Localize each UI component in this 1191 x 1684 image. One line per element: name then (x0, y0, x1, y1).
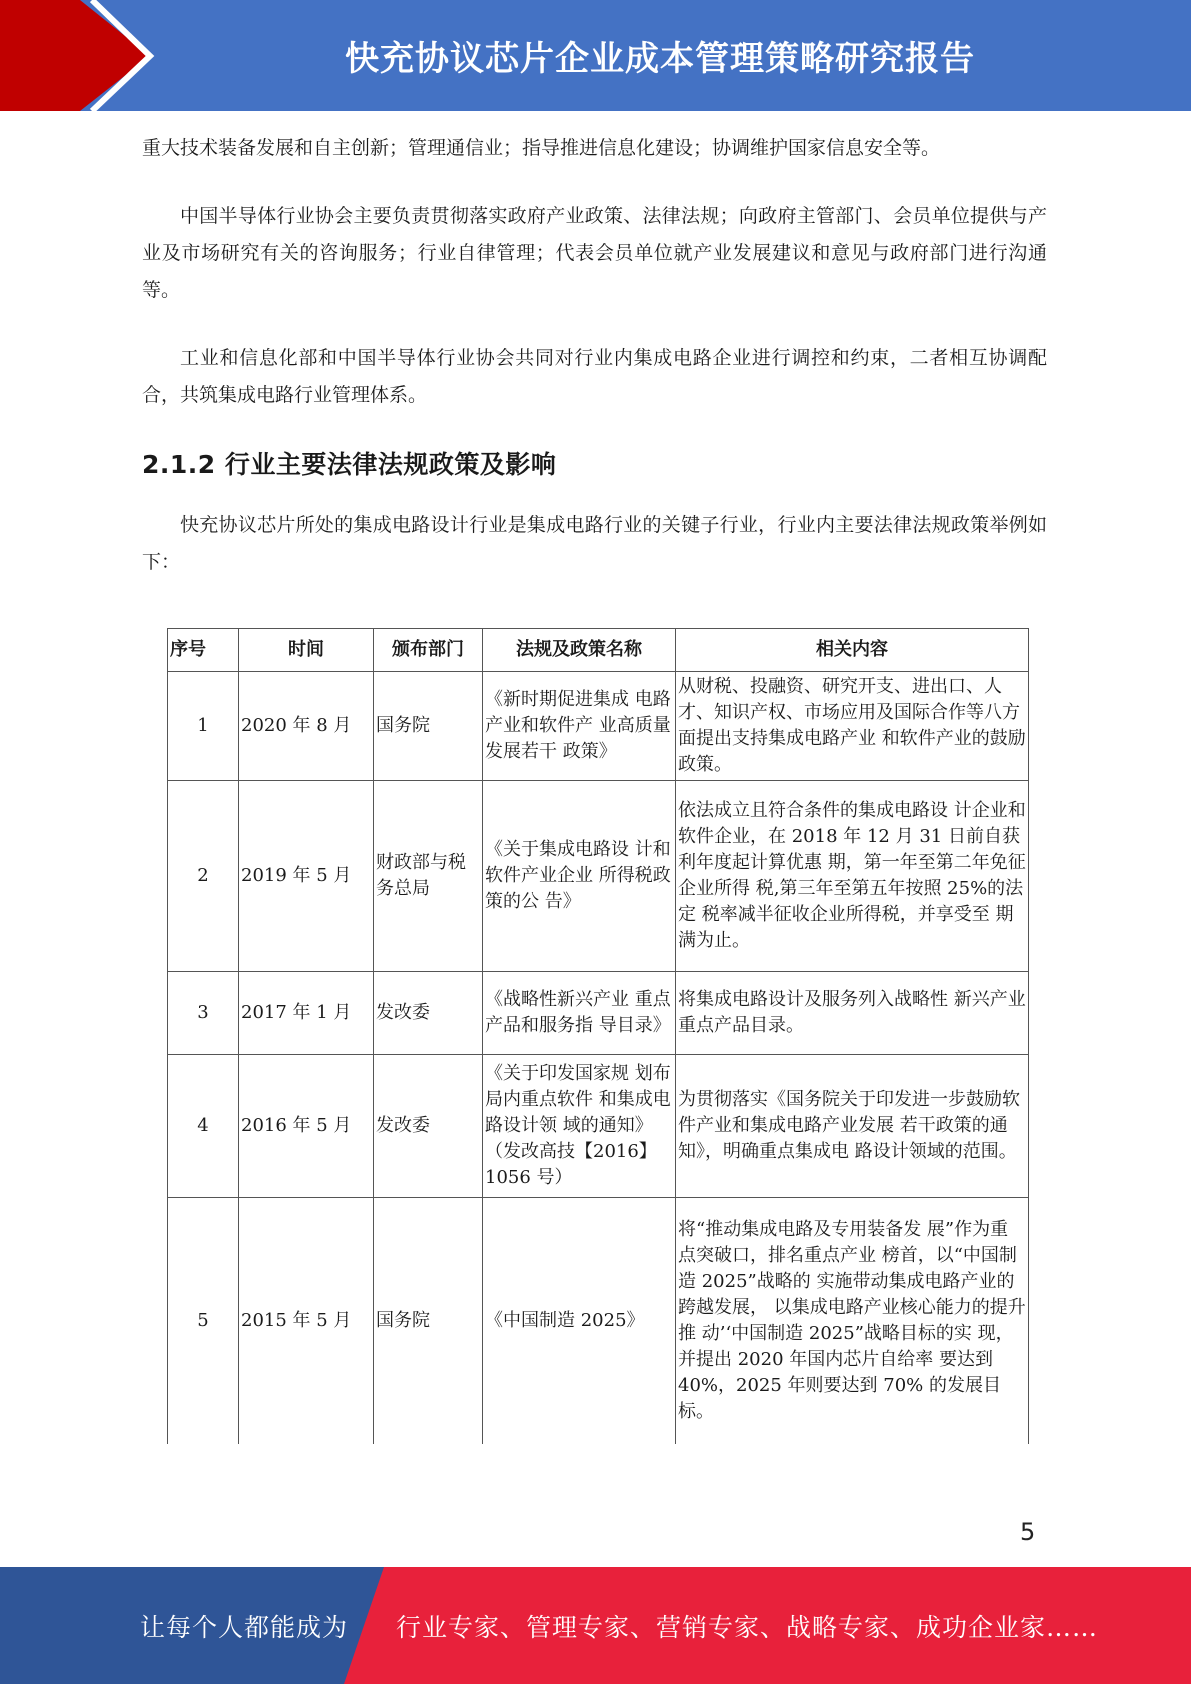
header-date: 时间 (239, 629, 374, 672)
table-row (168, 672, 1029, 781)
page-footer (0, 1567, 1191, 1684)
header-red-chevron (0, 0, 150, 111)
cell-date: 2019 年 5 月 (239, 781, 374, 972)
cell-date: 2017 年 1 月 (239, 972, 374, 1055)
cell-index: 4 (168, 1055, 239, 1198)
cell-date: 2020 年 8 月 (239, 672, 374, 781)
cell-department: 国务院 (374, 1198, 483, 1445)
header-policy-name: 法规及政策名称 (483, 629, 676, 672)
cell-policy-name: 《战略性新兴产业 重点产品和服务指 导目录》 (483, 972, 676, 1055)
cell-content: 将集成电路设计及服务列入战略性 新兴产业重点产品目录。 (676, 972, 1029, 1055)
header-content: 相关内容 (676, 629, 1029, 672)
cell-content: 将“推动集成电路及专用装备发 展”作为重点突破口，排名重点产业 榜首，以“中国制造 2025”战略的 实施带动集成电路产业的跨越发展， 以集成电路产业核心能力的提升推 动’‘中国制造 2025”战略目标的实 现，并提出 2020 年国内芯片自给率 要达到 40%，2025 年则要达到 70% 的发展目标。 (676, 1198, 1029, 1445)
cell-index: 1 (168, 672, 239, 781)
policy-table-wrapper (167, 628, 1029, 1444)
cell-date: 2016 年 5 月 (239, 1055, 374, 1198)
cell-policy-name: 《中国制造 2025》 (483, 1198, 676, 1445)
paragraph-3: 工业和信息化部和中国半导体行业协会共同对行业内集成电路企业进行调控和约束，二者相互协调配合，共筑集成电路行业管理体系。 (142, 347, 1047, 406)
header-department: 颁布部门 (374, 629, 483, 672)
cell-index: 5 (168, 1198, 239, 1445)
cell-content: 从财税、投融资、研究开支、进出口、人才、知识产权、市场应用及国际合作等八方面提出支持集成电路产业 和软件产业的鼓励政策。 (676, 672, 1029, 781)
table-row (168, 1055, 1029, 1198)
footer-slogan-left: 让每个人都能成为 (140, 1612, 349, 1642)
policy-table (167, 628, 1029, 1444)
cell-policy-name: 《关于集成电路设 计和软件产业企业 所得税政策的公 告》 (483, 781, 676, 972)
cell-content: 为贯彻落实《国务院关于印发进一步鼓励软件产业和集成电路产业发展 若干政策的通知》，明确重点集成电 路设计领域的范围。 (676, 1055, 1029, 1198)
cell-policy-name: 《关于印发国家规 划布局内重点软件 和集成电路设计领 域的通知》（发改高技【2016】1056 号） (483, 1055, 676, 1198)
page-header (0, 0, 1191, 111)
cell-department: 国务院 (374, 672, 483, 781)
intro-paragraph: 快充协议芯片所处的集成电路设计行业是集成电路行业的关键子行业，行业内主要法律法规政策举例如下： (142, 514, 1047, 573)
cell-policy-name: 《新时期促进集成 电路产业和软件产 业高质量发展若干 政策》 (483, 672, 676, 781)
cell-department: 财政部与税务总局 (374, 781, 483, 972)
cell-date: 2015 年 5 月 (239, 1198, 374, 1445)
page-number: 5 (1020, 1518, 1036, 1546)
cell-department: 发改委 (374, 972, 483, 1055)
cell-index: 2 (168, 781, 239, 972)
cell-index: 3 (168, 972, 239, 1055)
section-heading: 2.1.2 行业主要法律法规政策及影响 (142, 450, 557, 479)
paragraph-1: 重大技术装备发展和自主创新；管理通信业；指导推进信息化建设；协调维护国家信息安全等。 (142, 137, 941, 159)
table-row (168, 781, 1029, 972)
table-header-row (168, 629, 1029, 672)
footer-slogan-right: 行业专家、管理专家、营销专家、战略专家、成功企业家…… (396, 1612, 1099, 1642)
header-index: 序号 (168, 629, 239, 672)
table-row (168, 1198, 1029, 1445)
cell-content: 依法成立且符合条件的集成电路设 计企业和软件企业，在 2018 年 12 月 31 日前自获利年度起计算优惠 期，第一年至第二年免征企业所得 税,第三年至第五年按照 25%的法定 税率减半征收企业所得税，并享受至 期满为止。 (676, 781, 1029, 972)
table-row (168, 972, 1029, 1055)
cell-department: 发改委 (374, 1055, 483, 1198)
report-title: 快充协议芯片企业成本管理策略研究报告 (345, 39, 975, 79)
paragraph-2: 中国半导体行业协会主要负责贯彻落实政府产业政策、法律法规；向政府主管部门、会员单位提供与产业及市场研究有关的咨询服务；行业自律管理；代表会员单位就产业发展建议和意见与政府部门进行沟通等。 (142, 205, 1047, 301)
document-body (142, 130, 1047, 612)
